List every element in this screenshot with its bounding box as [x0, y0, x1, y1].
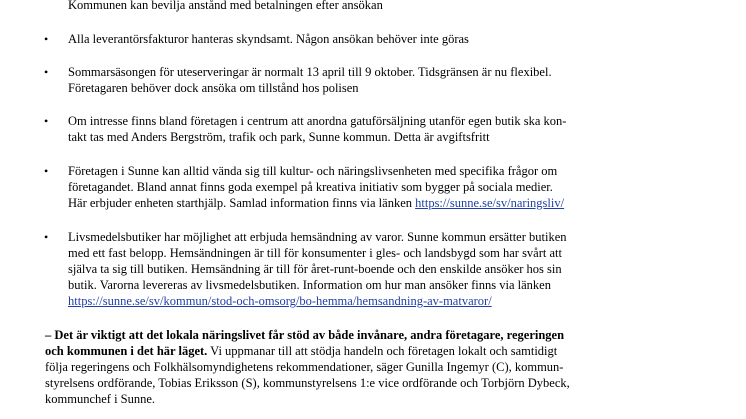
item-line: själva ta sig till butiken. Hemsändning är till för året-runt-boende och den enskilde ansöker hos sin — [68, 262, 562, 276]
item-line — [68, 195, 564, 212]
bullet-icon: • — [44, 164, 49, 178]
closing-bold: och kommunen i det här läget. — [45, 344, 208, 358]
item-line: Livsmedelsbutiker har möjlighet att erbjuda hemsändning av varor. Sunne kommun ersätter butiken — [68, 230, 567, 244]
item-line: Kommunen kan bevilja anstånd med betalningen efter ansökan — [68, 0, 383, 12]
item-line: Företagen i Sunne kan alltid vända sig till kultur- och näringslivsenheten med specifika frågor om — [68, 164, 558, 178]
item-line: med ett fast belopp. Hemsändningen är till för konsumenter i gles- och landsbygd som har svårt att — [68, 246, 562, 260]
closing-bold: – Det är viktigt att det lokala näringslivet får stöd av både invånare, andra företagare, regeringen — [45, 328, 565, 342]
bullet-icon: • — [44, 114, 49, 128]
bullet-icon: • — [44, 230, 49, 244]
bullet-icon: • — [44, 65, 49, 79]
closing-line — [45, 343, 557, 360]
closing-line — [45, 327, 564, 344]
item-line: företagandet. Bland annat finns goda exempel på kreativa initiativ som bygger på sociala medier. — [68, 180, 553, 194]
item-line: Företagaren behöver dock ansöka om tillstånd hos polisen — [68, 81, 359, 95]
item-line: Om intresse finns bland företagen i centrum att anordna gatuförsäljning utanför egen butik ska kon- — [68, 114, 567, 128]
item-line: takt tas med Anders Bergström, trafik och park, Sunne kommun. Detta är avgiftsfritt — [68, 130, 490, 144]
bullet-icon: • — [44, 32, 49, 46]
item-line: Alla leverantörsfakturor hanteras skyndsamt. Någon ansökan behöver inte göras — [68, 32, 469, 46]
closing-text: Vi uppmanar till att stödja handeln och företagen lokalt och samtidigt — [207, 344, 558, 358]
closing-line: följa regeringens och Folkhälsomyndighetens rekommendationer, säger Gunilla Ingemyr (C), kommun- — [45, 360, 564, 374]
item-line: Sommarsäsongen för uteserveringar är normalt 13 april till 9 oktober. Tidsgränsen är nu flexibel. — [68, 65, 552, 79]
hemsandning-link[interactable]: https://sunne.se/sv/kommun/stod-och-omsorg/bo-hemma/hemsandning-av-matvaror/ — [68, 294, 492, 308]
item-line-text: Här erbjuder enheten starthjälp. Samlad information finns via länken — [68, 196, 416, 210]
closing-line: kommunchef i Sunne. — [45, 392, 156, 406]
item-line: butik. Varorna levereras av livsmedelsbutiken. Information om hur man ansöker finns via länken — [68, 278, 551, 292]
naringsliv-link[interactable]: https://sunne.se/sv/naringsliv/ — [415, 196, 565, 210]
closing-line: styrelsens ordförande, Tobias Eriksson (S), kommunstyrelsens 1:e vice ordförande och Torbjörn Dybeck, — [45, 376, 570, 390]
item-line — [68, 293, 492, 310]
